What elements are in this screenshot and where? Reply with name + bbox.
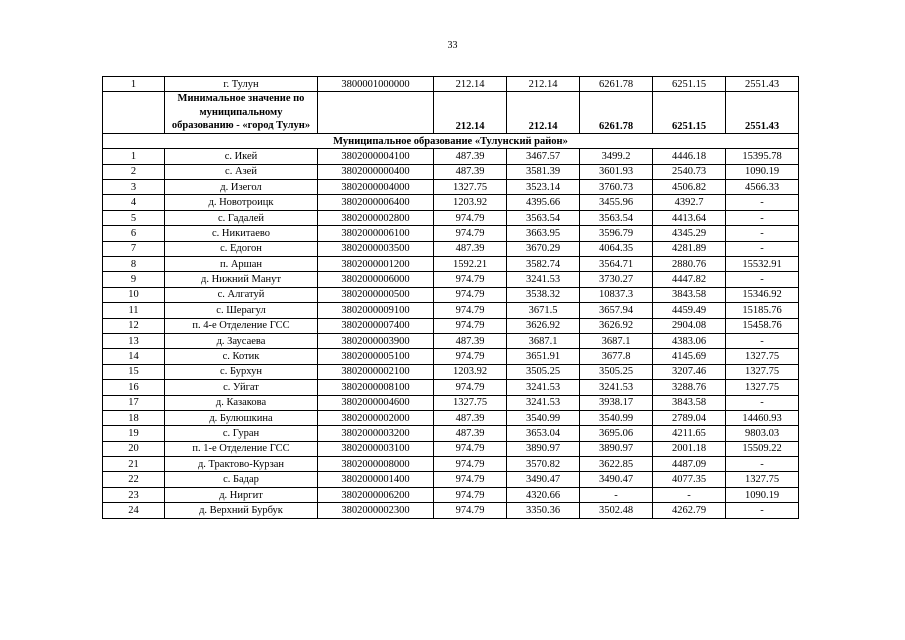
cell-settlement: п. 1-е Отделение ГСС <box>165 441 318 456</box>
cell-code: 3802000006200 <box>318 487 434 502</box>
cell-code: 3802000000400 <box>318 164 434 179</box>
cell-value: - <box>653 487 726 502</box>
cell-value: 3890.97 <box>507 441 580 456</box>
cell-value: 1327.75 <box>726 472 799 487</box>
cell-value: - <box>726 333 799 348</box>
summary-value: 6261.78 <box>580 92 653 134</box>
cell-value: 1327.75 <box>726 380 799 395</box>
summary-value: 212.14 <box>434 92 507 134</box>
cell-value: 3502.48 <box>580 503 653 518</box>
cell-value: 3505.25 <box>580 364 653 379</box>
cell-value: 3490.47 <box>580 472 653 487</box>
cell-settlement: д. Изегол <box>165 180 318 195</box>
cell-code: 3802000007400 <box>318 318 434 333</box>
cell-value: 4487.09 <box>653 457 726 472</box>
cell-settlement: с. Икей <box>165 149 318 164</box>
table-row <box>103 472 799 487</box>
cell-value: 3677.8 <box>580 349 653 364</box>
summary-label: Минимальное значение по муниципальному образованию - «город Тулун» <box>165 92 318 134</box>
cell-value: 974.79 <box>434 457 507 472</box>
cell-value: 3241.53 <box>580 380 653 395</box>
cell-value: - <box>726 195 799 210</box>
table-row <box>103 380 799 395</box>
cell-value: 1327.75 <box>434 180 507 195</box>
cell-settlement: с. Азей <box>165 164 318 179</box>
cell-code: 3802000000500 <box>318 287 434 302</box>
cell-value: 3241.53 <box>507 395 580 410</box>
cell-value: 974.79 <box>434 349 507 364</box>
cell-settlement: с. Бадар <box>165 472 318 487</box>
cell-number: 6 <box>103 226 165 241</box>
cell-number: 22 <box>103 472 165 487</box>
cell-number: 4 <box>103 195 165 210</box>
cell-value: 1203.92 <box>434 195 507 210</box>
cell-value: 15346.92 <box>726 287 799 302</box>
cell-value: 4413.64 <box>653 210 726 225</box>
cell-value: 3687.1 <box>580 333 653 348</box>
data-table <box>102 76 799 519</box>
cell-value: 212.14 <box>507 77 580 92</box>
section-title: Муниципальное образование «Тулунский район» <box>103 133 799 148</box>
cell-number: 13 <box>103 333 165 348</box>
cell-value: 487.39 <box>434 410 507 425</box>
cell-code: 3802000002300 <box>318 503 434 518</box>
cell-value: 15458.76 <box>726 318 799 333</box>
table-row <box>103 349 799 364</box>
cell-settlement: д. Верхний Бурбук <box>165 503 318 518</box>
cell-value: 3564.71 <box>580 257 653 272</box>
cell-number: 17 <box>103 395 165 410</box>
cell-value: 4345.29 <box>653 226 726 241</box>
cell-settlement: п. 4-е Отделение ГСС <box>165 318 318 333</box>
cell-number: 15 <box>103 364 165 379</box>
cell-value: 4395.66 <box>507 195 580 210</box>
table-row <box>103 364 799 379</box>
cell-code: 3802000003200 <box>318 426 434 441</box>
cell-value: - <box>726 503 799 518</box>
cell-value: 3563.54 <box>507 210 580 225</box>
cell-value: 974.79 <box>434 210 507 225</box>
cell-number: 1 <box>103 149 165 164</box>
cell-number: 8 <box>103 257 165 272</box>
cell-value: 3581.39 <box>507 164 580 179</box>
cell-value: 2540.73 <box>653 164 726 179</box>
cell-settlement: д. Заусаева <box>165 333 318 348</box>
cell-value: 487.39 <box>434 426 507 441</box>
cell-number: 16 <box>103 380 165 395</box>
cell-code: 3802000009100 <box>318 303 434 318</box>
cell-settlement: д. Трактово-Курзан <box>165 457 318 472</box>
cell-code: 3802000005100 <box>318 349 434 364</box>
table-row <box>103 149 799 164</box>
summary-row <box>103 92 799 134</box>
table-row <box>103 210 799 225</box>
cell-number: 3 <box>103 180 165 195</box>
cell-value: 974.79 <box>434 318 507 333</box>
cell-number: 10 <box>103 287 165 302</box>
cell-value: 3622.85 <box>580 457 653 472</box>
cell-code: 3802000008100 <box>318 380 434 395</box>
cell-value: 4447.82 <box>653 272 726 287</box>
cell-value: 4077.35 <box>653 472 726 487</box>
cell-value: 3467.57 <box>507 149 580 164</box>
cell-number: 5 <box>103 210 165 225</box>
cell-code: 3802000003500 <box>318 241 434 256</box>
cell-number: 18 <box>103 410 165 425</box>
cell-number: 20 <box>103 441 165 456</box>
table-row <box>103 272 799 287</box>
cell-value: 974.79 <box>434 472 507 487</box>
cell-value: 6261.78 <box>580 77 653 92</box>
cell-value: 4392.7 <box>653 195 726 210</box>
cell-code: 3800001000000 <box>318 77 434 92</box>
summary-value: 6251.15 <box>653 92 726 134</box>
cell-code: 3802000001400 <box>318 472 434 487</box>
cell-value: 3671.5 <box>507 303 580 318</box>
cell-value: 1090.19 <box>726 487 799 502</box>
cell-value: 15509.22 <box>726 441 799 456</box>
cell-value: 9803.03 <box>726 426 799 441</box>
cell-number: 1 <box>103 77 165 92</box>
cell-value: 3540.99 <box>580 410 653 425</box>
cell-value: - <box>726 241 799 256</box>
cell-value: 1327.75 <box>434 395 507 410</box>
cell-value: 3596.79 <box>580 226 653 241</box>
cell-value: 2904.08 <box>653 318 726 333</box>
table-row <box>103 426 799 441</box>
cell-number: 9 <box>103 272 165 287</box>
cell-value: 3653.04 <box>507 426 580 441</box>
cell-number: 11 <box>103 303 165 318</box>
cell-value: 1592.21 <box>434 257 507 272</box>
table-row <box>103 487 799 502</box>
cell-value: 3350.36 <box>507 503 580 518</box>
cell-value: 3288.76 <box>653 380 726 395</box>
cell-value: - <box>726 226 799 241</box>
cell-value: 2880.76 <box>653 257 726 272</box>
table-row <box>103 318 799 333</box>
cell-settlement: с. Гуран <box>165 426 318 441</box>
cell-value: 3582.74 <box>507 257 580 272</box>
cell-value: 15532.91 <box>726 257 799 272</box>
cell-value: 4211.65 <box>653 426 726 441</box>
cell-value: 4281.89 <box>653 241 726 256</box>
cell-code: 3802000006100 <box>318 226 434 241</box>
cell-value: - <box>726 395 799 410</box>
cell-value: 4064.35 <box>580 241 653 256</box>
cell-value: 4145.69 <box>653 349 726 364</box>
cell-number: 12 <box>103 318 165 333</box>
cell-value: 4320.66 <box>507 487 580 502</box>
table-row <box>103 441 799 456</box>
table-row <box>103 241 799 256</box>
cell-number: 19 <box>103 426 165 441</box>
table-row <box>103 180 799 195</box>
cell-value: 974.79 <box>434 287 507 302</box>
cell-value: 1327.75 <box>726 364 799 379</box>
cell-value: 3563.54 <box>580 210 653 225</box>
cell-value: - <box>580 487 653 502</box>
cell-value: 974.79 <box>434 503 507 518</box>
cell-value: - <box>726 457 799 472</box>
cell-value: 15185.76 <box>726 303 799 318</box>
cell-value: 3538.32 <box>507 287 580 302</box>
cell-value: 974.79 <box>434 303 507 318</box>
cell-value: 4446.18 <box>653 149 726 164</box>
cell-value: 4506.82 <box>653 180 726 195</box>
cell-value: 3890.97 <box>580 441 653 456</box>
table-row-top <box>103 77 799 92</box>
cell-value: 4262.79 <box>653 503 726 518</box>
page-number: 33 <box>447 40 458 51</box>
cell-empty <box>103 92 165 134</box>
table-row <box>103 195 799 210</box>
cell-number: 7 <box>103 241 165 256</box>
cell-value: 974.79 <box>434 487 507 502</box>
table-row <box>103 410 799 425</box>
cell-code: 3802000004000 <box>318 180 434 195</box>
cell-number: 23 <box>103 487 165 502</box>
cell-code: 3802000002100 <box>318 364 434 379</box>
table-row <box>103 503 799 518</box>
cell-value: 3626.92 <box>580 318 653 333</box>
table-row <box>103 164 799 179</box>
cell-value: 2551.43 <box>726 77 799 92</box>
cell-settlement: с. Алгатуй <box>165 287 318 302</box>
cell-value: 3241.53 <box>507 380 580 395</box>
cell-code: 3802000003100 <box>318 441 434 456</box>
cell-value: 3843.58 <box>653 395 726 410</box>
cell-value: 3626.92 <box>507 318 580 333</box>
cell-value: 1327.75 <box>726 349 799 364</box>
table-row <box>103 257 799 272</box>
table-row <box>103 333 799 348</box>
cell-value: 6251.15 <box>653 77 726 92</box>
cell-code: 3802000001200 <box>318 257 434 272</box>
cell-value: 3687.1 <box>507 333 580 348</box>
cell-value: 3760.73 <box>580 180 653 195</box>
cell-settlement: д. Новотроицк <box>165 195 318 210</box>
cell-value: 3499.2 <box>580 149 653 164</box>
cell-settlement: д. Нижний Манут <box>165 272 318 287</box>
cell-settlement: с. Шерагул <box>165 303 318 318</box>
cell-settlement: д. Ниргит <box>165 487 318 502</box>
cell-value: 974.79 <box>434 226 507 241</box>
cell-value: 3651.91 <box>507 349 580 364</box>
cell-value: 3657.94 <box>580 303 653 318</box>
cell-value: 10837.3 <box>580 287 653 302</box>
cell-code: 3802000006000 <box>318 272 434 287</box>
cell-value: - <box>726 210 799 225</box>
table-row <box>103 303 799 318</box>
cell-value: 2789.04 <box>653 410 726 425</box>
cell-value: 3570.82 <box>507 457 580 472</box>
cell-value: 2001.18 <box>653 441 726 456</box>
cell-number: 21 <box>103 457 165 472</box>
cell-value: 15395.78 <box>726 149 799 164</box>
cell-value: 1203.92 <box>434 364 507 379</box>
cell-code: 3802000003900 <box>318 333 434 348</box>
cell-settlement: с. Уйгат <box>165 380 318 395</box>
cell-value: 4383.06 <box>653 333 726 348</box>
cell-value: 3207.46 <box>653 364 726 379</box>
cell-settlement: с. Котик <box>165 349 318 364</box>
cell-settlement: п. Аршан <box>165 257 318 272</box>
cell-value: 487.39 <box>434 164 507 179</box>
cell-empty <box>318 92 434 134</box>
cell-value: 3730.27 <box>580 272 653 287</box>
table-row <box>103 287 799 302</box>
cell-number: 24 <box>103 503 165 518</box>
cell-value: 3523.14 <box>507 180 580 195</box>
cell-value: 3938.17 <box>580 395 653 410</box>
summary-value: 212.14 <box>507 92 580 134</box>
cell-number: 14 <box>103 349 165 364</box>
cell-value: 3455.96 <box>580 195 653 210</box>
cell-value: 3670.29 <box>507 241 580 256</box>
cell-value: 3241.53 <box>507 272 580 287</box>
cell-value: 487.39 <box>434 333 507 348</box>
cell-value: 3843.58 <box>653 287 726 302</box>
table-row <box>103 457 799 472</box>
cell-code: 3802000004100 <box>318 149 434 164</box>
cell-value: 4566.33 <box>726 180 799 195</box>
cell-value: 3505.25 <box>507 364 580 379</box>
cell-number: 2 <box>103 164 165 179</box>
cell-value: 1090.19 <box>726 164 799 179</box>
cell-value: 14460.93 <box>726 410 799 425</box>
cell-settlement: г. Тулун <box>165 77 318 92</box>
cell-value: 487.39 <box>434 241 507 256</box>
cell-settlement: с. Никитаево <box>165 226 318 241</box>
cell-value: 3540.99 <box>507 410 580 425</box>
cell-value: 487.39 <box>434 149 507 164</box>
cell-value: 3663.95 <box>507 226 580 241</box>
cell-code: 3802000004600 <box>318 395 434 410</box>
section-header-row <box>103 133 799 148</box>
cell-settlement: д. Казакова <box>165 395 318 410</box>
cell-settlement: с. Едогон <box>165 241 318 256</box>
table-row <box>103 226 799 241</box>
cell-value: 974.79 <box>434 272 507 287</box>
table-body <box>103 77 799 519</box>
cell-code: 3802000008000 <box>318 457 434 472</box>
cell-value: - <box>726 272 799 287</box>
cell-value: 212.14 <box>434 77 507 92</box>
cell-value: 974.79 <box>434 380 507 395</box>
cell-value: 974.79 <box>434 441 507 456</box>
cell-value: 3695.06 <box>580 426 653 441</box>
cell-value: 4459.49 <box>653 303 726 318</box>
cell-settlement: д. Булюшкина <box>165 410 318 425</box>
cell-code: 3802000002000 <box>318 410 434 425</box>
cell-settlement: с. Бурхун <box>165 364 318 379</box>
summary-value: 2551.43 <box>726 92 799 134</box>
cell-settlement: с. Гадалей <box>165 210 318 225</box>
cell-value: 3601.93 <box>580 164 653 179</box>
cell-code: 3802000006400 <box>318 195 434 210</box>
table-row <box>103 395 799 410</box>
cell-code: 3802000002800 <box>318 210 434 225</box>
cell-value: 3490.47 <box>507 472 580 487</box>
